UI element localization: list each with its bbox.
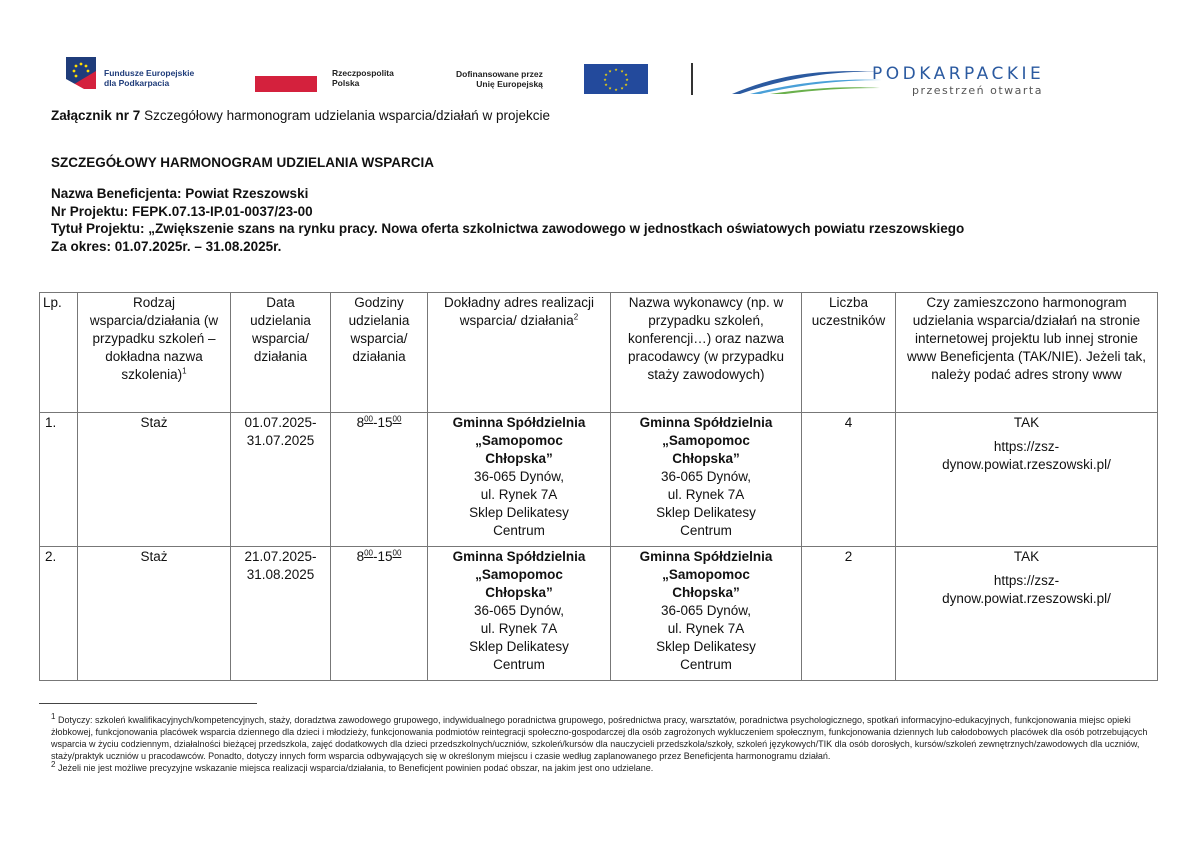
eu-line2: Unię Europejską: [476, 79, 543, 89]
cell-contractor: Gminna Spółdzielnia „Samopomoc Chłopska” 36-065 Dynów, ul. Rynek 7A Sklep Delikatesy Centrum: [611, 547, 802, 681]
footnote-rule: [39, 703, 257, 704]
podkarpackie-name: PODKARPACKIE: [872, 64, 1045, 84]
svg-text:★: ★: [608, 85, 612, 91]
cell-type: Staż: [78, 547, 231, 681]
svg-text:★: ★: [604, 82, 608, 87]
cell-date: 21.07.2025-31.08.2025: [231, 547, 331, 681]
cell-hours: $8^{00}-15^{00}$: [331, 547, 428, 681]
beneficiary-name: Nazwa Beneficjenta: Powiat Rzeszowski: [51, 186, 309, 201]
rp-line1: Rzeczpospolita: [332, 68, 394, 78]
svg-text:★: ★: [624, 72, 628, 77]
annex-text: Szczegółowy harmonogram udzielania wsparcia/działań w projekcie: [144, 108, 551, 123]
podkarpackie-swoosh-icon: [730, 58, 890, 98]
project-title: Tytuł Projektu: „Zwiększenie szans na rynku pracy. Nowa oferta szkolnictwa zawodowego w jednostkach oświatowych powiatu rzeszowskiego: [51, 221, 965, 236]
cell-published: TAK https://zsz- dynow.powiat.rzeszowski.pl/: [896, 547, 1158, 681]
website-url-cont[interactable]: dynow.powiat.rzeszowski.pl/: [942, 457, 1111, 472]
eu-flag-icon: [584, 64, 648, 94]
svg-text:★: ★: [625, 77, 629, 82]
annex-heading: [51, 108, 550, 123]
fe-line2: dla Podkarpacia: [104, 78, 170, 88]
cell-participants: 4: [802, 413, 896, 547]
header-contractor: Nazwa wykonawcy (np. w przypadku szkoleń, konferencji…) oraz nazwa pracodawcy (w przypadku staży zawodowych): [611, 293, 802, 413]
reporting-period: Za okres: 01.07.2025r. – 31.08.2025r.: [51, 238, 282, 254]
eu-funding-text: [456, 69, 543, 89]
fundusze-europejskie-text: [104, 68, 194, 88]
eu-line1: Dofinansowane przez: [456, 69, 543, 79]
header-participants: Liczba uczestników: [802, 293, 896, 413]
header-lp: Lp.: [40, 293, 78, 413]
svg-text:★: ★: [620, 68, 624, 74]
table-row: [40, 547, 1158, 681]
podkarpackie-tagline: przestrzeń otwarta: [912, 84, 1043, 97]
header-hours: Godziny udzielania wsparcia/ działania: [331, 293, 428, 413]
website-url-cont[interactable]: dynow.powiat.rzeszowski.pl/: [942, 591, 1111, 606]
cell-hours: $8^{00}-15^{00}$: [331, 413, 428, 547]
header-type: Rodzaj wsparcia/działania (w przypadku szkoleń – dokładna nazwa szkolenia)$^1$: [78, 293, 231, 413]
cell-address: Gminna Spółdzielnia „Samopomoc Chłopska” 36-065 Dynów, ul. Rynek 7A Sklep Delikatesy Centrum: [428, 547, 611, 681]
fundusze-europejskie-logo: [66, 57, 96, 89]
cell-participants: 2: [802, 547, 896, 681]
schedule-table: [39, 292, 1158, 681]
cell-published: TAK https://zsz- dynow.powiat.rzeszowski.pl/: [896, 413, 1158, 547]
annex-label: Załącznik nr 7: [51, 108, 141, 123]
svg-text:★: ★: [614, 67, 618, 72]
project-number: Nr Projektu: FEPK.07.13-IP.01-0037/23-00: [51, 203, 313, 219]
document-title: SZCZEGÓŁOWY HARMONOGRAM UDZIELANIA WSPARCIA: [51, 155, 434, 170]
footnote-1: $^1$ Dotyczy: szkoleń kwalifikacyjnych/kompetencyjnych, staży, doradztwa zawodowego grupowego, indywidualnego poradnictwa grupowego, pośrednictwa pracy, warsztatów, poradnictwa psychologicznego, spotkań informacyjno-edukacyjnych, funkcjonowania miejsc opieki żłobkowej, funkcjonowania placówek wsparcia dziennego dla dzieci i młodzieży, funkcjonowania podmiotów reintegracji społeczno-gospodarczej dla osób zagrożonych wykluczeniem społecznym, funkcjonowania dziennych lub całodobowych placówek dla osób potrzebujących wsparcia w życiu codziennym, działalności bieżącej przedszkola, zajęć dodatkowych dla dzieci przedszkolnych/uczniów, szkoleń/kursów dla nauczycieli przedszkola/szkoły, szkoleń językowych/TIK dla osób dorosłych, kursów/szkoleń zewnętrznych/zawodowych dla uczniów, staży/praktyk uczniów u pracodawców. Ponadto, dotyczy innych form wsparcia odbywających się w określonym miejscu i czasie według zaplanowanego przez Beneficjenta harmonogramu działań.: [51, 712, 1148, 761]
rp-line2: Polska: [332, 78, 360, 88]
table-row: [40, 413, 1158, 547]
logo-bar: [0, 0, 1196, 110]
fe-line1: Fundusze Europejskie: [104, 68, 195, 78]
svg-text:★: ★: [614, 87, 618, 92]
cell-type: Staż: [78, 413, 231, 547]
website-url[interactable]: https://zsz-: [993, 439, 1060, 454]
svg-text:★: ★: [620, 85, 624, 91]
cell-address: Gminna Spółdzielnia „Samopomoc Chłopska” 36-065 Dynów, ul. Rynek 7A Sklep Delikatesy Centrum: [428, 413, 611, 547]
website-url[interactable]: https://zsz-: [993, 573, 1060, 588]
cell-contractor: Gminna Spółdzielnia „Samopomoc Chłopska” 36-065 Dynów, ul. Rynek 7A Sklep Delikatesy Centrum: [611, 413, 802, 547]
table-header-row: [40, 293, 1158, 413]
svg-text:★: ★: [624, 82, 628, 87]
cell-date: 01.07.2025-31.07.2025: [231, 413, 331, 547]
project-meta: [51, 185, 964, 255]
svg-text:★: ★: [604, 72, 608, 77]
logo-separator: [691, 63, 693, 95]
cell-lp: 2.: [40, 547, 78, 681]
footnotes: [51, 714, 1151, 774]
svg-text:★: ★: [603, 77, 607, 82]
svg-text:★: ★: [608, 68, 612, 74]
header-address: Dokładny adres realizacji wsparcia/ działania$^2$: [428, 293, 611, 413]
poland-flag-icon: [255, 60, 317, 93]
cell-lp: 1.: [40, 413, 78, 547]
header-published: Czy zamieszczono harmonogram udzielania wsparcia/działań na stronie internetowej projektu lub innej stronie www Beneficjenta (TAK/NIE). Jeżeli tak, należy podać adres strony www: [896, 293, 1158, 413]
rzeczpospolita-text: [332, 68, 394, 88]
header-date: Data udzielania wsparcia/ działania: [231, 293, 331, 413]
footnote-2: $^2$ Jeżeli nie jest możliwe precyzyjne wskazanie miejsca realizacji wsparcia/działania, to Beneficjent powinien podać obszar, na jakim jest ono udzielane.: [51, 760, 654, 773]
